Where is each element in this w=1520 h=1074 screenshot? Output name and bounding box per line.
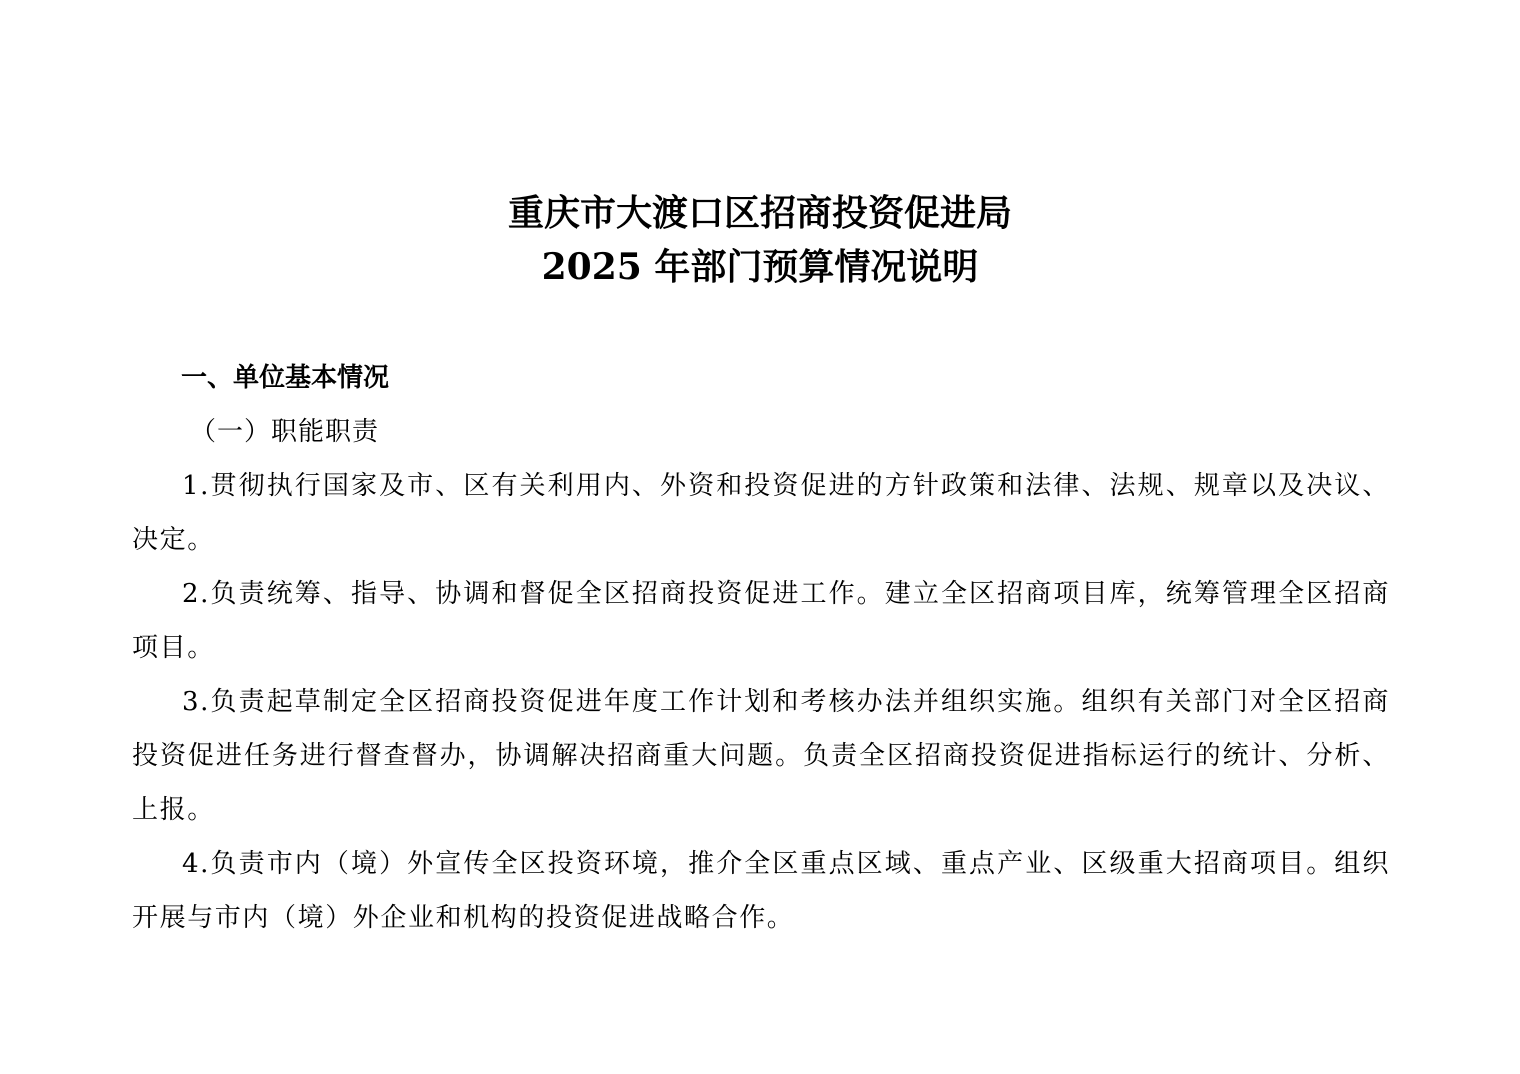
section-heading: 一、单位基本情况	[181, 363, 390, 393]
paragraph-2: 2.负责统筹、指导、协调和督促全区招商投资促进工作。建立全区招商项目库，统筹管理全区招商项目。	[132, 579, 1390, 663]
paragraph-1: 1.贯彻执行国家及市、区有关利用内、外资和投资促进的方针政策和法律、法规、规章以及决议、决定。	[132, 471, 1390, 555]
document-subtitle: 2025 年部门预算情况说明	[541, 246, 979, 288]
paragraph-4: 4.负责市内（境）外宣传全区投资环境，推介全区重点区域、重点产业、区级重大招商项目。组织开展与市内（境）外企业和机构的投资促进战略合作。	[132, 849, 1390, 933]
document-title: 重庆市大渡口区招商投资促进局	[507, 192, 1012, 234]
paragraph-3: 3.负责起草制定全区招商投资促进年度工作计划和考核办法并组织实施。组织有关部门对全区招商投资促进任务进行督查督办，协调解决招商重大问题。负责全区招商投资促进指标运行的统计、分析、上报。	[132, 687, 1390, 825]
subsection-heading: （一）职能职责	[190, 417, 380, 447]
